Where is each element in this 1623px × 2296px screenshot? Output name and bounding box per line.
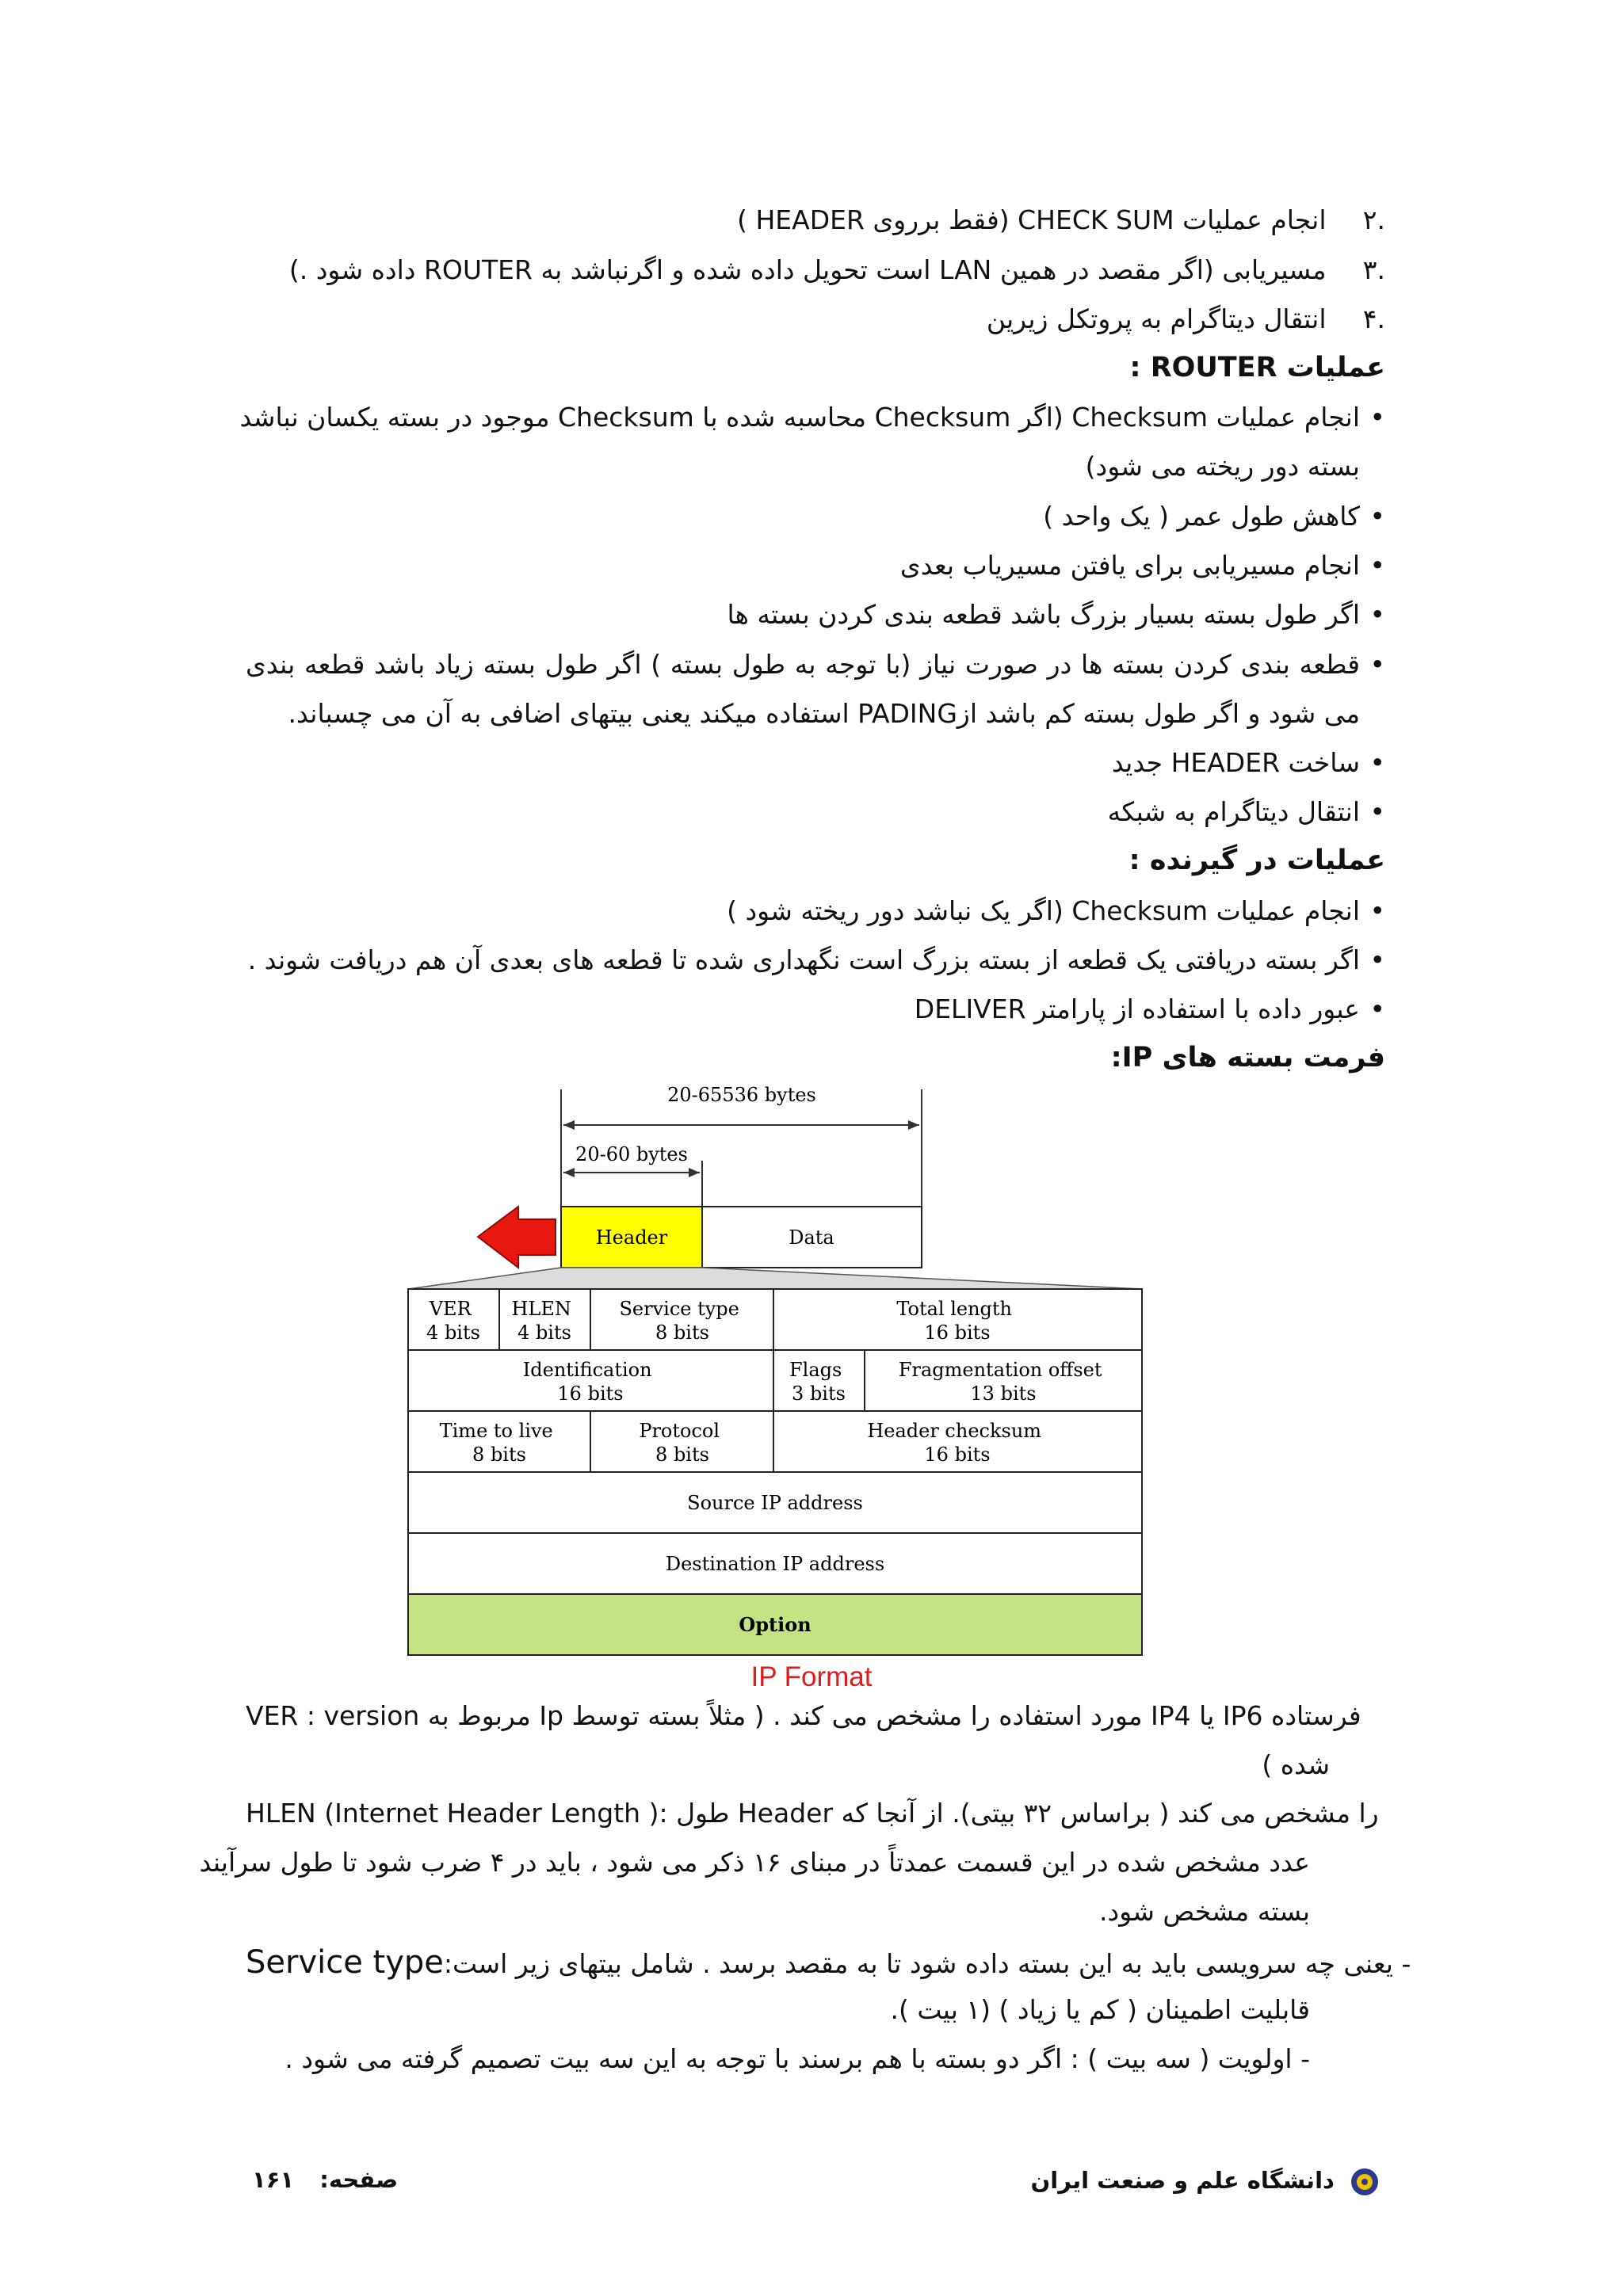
router-heading: عملیات ROUTER : [1129, 352, 1385, 383]
service-paragraph-line3: - اولویت ( سه بیت ) : اگر دو بسته با هم برسند با توجه به این سه بیت تصمیم گرفته می شود . [285, 2043, 1310, 2074]
ver-paragraph-line1: VER : version مربوط به Ip مورد استفاده را مشخص می کند . ( مثلاً بسته توسط IP4 یا IP6 فرستاده [246, 1700, 1361, 1731]
field-total-length: Total length 16 bits [896, 1298, 1013, 1344]
university-name: دانشگاه علم و صنعت ایران [1030, 2167, 1335, 2194]
bullet-dot: • [1369, 994, 1385, 1024]
bullet-text: انجام مسیریابی برای یافتن مسیریاب بعدی [899, 550, 1360, 581]
bullet-text: کاهش طول عمر ( یک واحد ) [1043, 501, 1360, 532]
page-label: صفحه: [319, 2166, 399, 2193]
bullet-text: قطعه بندی کردن بسته ها در صورت نیاز (با توجه به طول بسته ) اگر طول بسته زیاد باشد قطعه بندی [246, 649, 1360, 680]
footer-university [1031, 2166, 1381, 2198]
router-bullet-5-cont: می شود و اگر طول بسته کم باشد ازPADING استفاده میکند یعنی بیتهای اضافی به آن می چسباند. [288, 698, 1360, 729]
field-destination-ip: Destination IP address [665, 1553, 885, 1575]
list-text: انتقال دیتاگرام به پروتکل زیرین [986, 303, 1327, 334]
receiver-bullet-2 [246, 944, 1385, 976]
field-hlen: HLEN 4 bits [511, 1298, 571, 1344]
bullet-text: انتقال دیتاگرام به شبکه [1107, 796, 1360, 827]
router-bullet-1 [239, 401, 1360, 433]
router-bullet-6 [246, 746, 1385, 779]
bullet-text: عبور داده با استفاده از پارامتر DELIVER [914, 994, 1360, 1024]
ver-paragraph-line2: شده ) [1262, 1749, 1330, 1780]
field-flags: Flags 3 bits [789, 1359, 846, 1405]
bullet-text: اگر طول بسته بسیار بزرگ باشد قطعه بندی کردن بسته ها [727, 599, 1360, 630]
ip-format-diagram [405, 1074, 1146, 1672]
bullet-text: انجام عملیات Checksum (اگر Checksum محاسبه شده با Checksum موجود در بسته یکسان نباشد [239, 402, 1360, 433]
bullet-text: اگر بسته دریافتی یک قطعه از بسته بزرگ است نگهداری شده تا قطعه های بعدی آن هم دریافت شوند . [247, 944, 1360, 975]
university-logo-icon [1349, 2166, 1381, 2198]
page-number: ۱۶۱ [252, 2166, 295, 2193]
field-header-checksum: Header checksum 16 bits [867, 1420, 1042, 1466]
router-bullet-3 [246, 549, 1385, 582]
list-item-4 [246, 303, 1385, 335]
service-term: Service type [246, 1944, 444, 1981]
receiver-bullet-1 [246, 894, 1385, 927]
list-number: .۳ [1362, 254, 1385, 285]
field-fragmentation-offset: Fragmentation offset 13 bits [898, 1359, 1102, 1405]
footer-page [252, 2166, 398, 2193]
router-bullet-4 [246, 598, 1385, 631]
expansion-shape [408, 1268, 1142, 1289]
list-item-3 [246, 254, 1385, 286]
bullet-dot: • [1369, 649, 1385, 680]
header-box-label: Header [595, 1226, 668, 1249]
format-heading: فرمت بسته های IP: [1110, 1042, 1385, 1074]
hlen-paragraph-line2: عدد مشخص شده در این قسمت عمدتاً در مبنای ۱۶ ذکر می شود ، باید در ۴ ضرب شود تا طول سرآیند [199, 1847, 1310, 1878]
service-paragraph-line1 [246, 1943, 1411, 1982]
bullet-text: ساخت HEADER جدید [1111, 747, 1360, 778]
header-range-label: 20-60 bytes [575, 1143, 688, 1165]
router-bullet-5 [246, 648, 1360, 681]
field-protocol: Protocol 8 bits [639, 1420, 720, 1466]
bullet-text: انجام عملیات Checksum (اگر یک نباشد دور ریخته شود ) [727, 895, 1360, 926]
data-box-label: Data [789, 1226, 834, 1249]
field-identification: Identification 16 bits [522, 1359, 652, 1405]
router-bullet-1-cont: بسته دور ریخته می شود) [1085, 451, 1360, 482]
list-item-2 [246, 204, 1385, 236]
list-number: .۴ [1362, 303, 1385, 334]
left-arrow-icon [478, 1207, 556, 1268]
hlen-paragraph-line3: بسته مشخص شود. [1099, 1896, 1310, 1927]
total-length-label: 20-65536 bytes [667, 1084, 816, 1106]
bullet-dot: • [1369, 599, 1385, 630]
figure-caption: IP Format [750, 1661, 873, 1692]
service-paragraph-line2: قابلیت اطمینان ( کم یا زیاد ) (۱ بیت ). [890, 1994, 1310, 2025]
router-bullet-2 [246, 500, 1385, 532]
bullet-dot: • [1369, 501, 1385, 532]
field-option: Option [739, 1613, 812, 1636]
list-text: مسیریابی (اگر مقصد در همین LAN است تحویل داده شده و اگرنباشد به ROUTER داده شود .) [288, 254, 1327, 285]
service-text: :یعنی چه سرویسی باید به این بسته داده شود تا به مقصد برسد . شامل بیتهای زیر است - [443, 1948, 1411, 1979]
receiver-bullet-3 [246, 993, 1385, 1025]
bullet-dot: • [1369, 550, 1385, 581]
field-service-type: Service type 8 bits [619, 1298, 739, 1344]
bullet-dot: • [1369, 895, 1385, 926]
list-text: انجام عملیات CHECK SUM (فقط برروی HEADER ) [737, 204, 1327, 235]
bullet-dot: • [1369, 402, 1385, 433]
bullet-dot: • [1369, 747, 1385, 778]
list-number: .۲ [1362, 204, 1385, 235]
bullet-dot: • [1369, 944, 1385, 975]
receiver-heading: عملیات در گیرنده : [1128, 845, 1385, 876]
bullet-dot: • [1369, 796, 1385, 827]
hlen-paragraph-line1: HLEN (Internet Header Length ): طول Header را مشخص می کند ( براساس ۳۲ بیتی). از آنجا که [246, 1798, 1379, 1829]
field-source-ip: Source IP address [687, 1492, 863, 1514]
field-ver: VER 4 bits [426, 1298, 480, 1344]
field-time-to-live: Time to live 8 bits [439, 1420, 553, 1466]
router-bullet-7 [246, 795, 1385, 828]
